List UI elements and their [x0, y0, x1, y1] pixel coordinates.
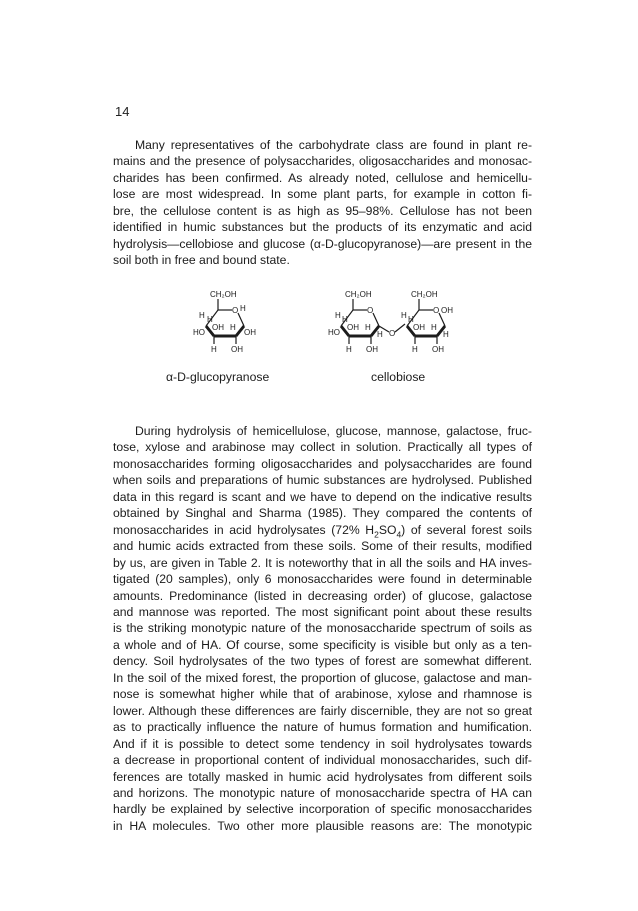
ring-oxygen-label: O [433, 306, 440, 315]
oh-label: OH [231, 345, 243, 354]
text-line: identified in humic substances but the products of its enzymatic and acid [113, 220, 532, 235]
text-line: charides has been confirmed. As already noted, cellulose and hemicellu- [113, 170, 532, 185]
text-line: by us, are given in Table 2. It is noteworthy that in all the soils and HA inves- [113, 555, 532, 570]
text-line [113, 522, 532, 538]
h-label: H [365, 323, 371, 332]
h-label: H [207, 315, 213, 324]
h-label: H [401, 311, 407, 320]
text-line: a decrease in proportional content of individual monosaccharides, such dif- [113, 753, 532, 768]
text-run: SO [378, 522, 397, 537]
ch2oh-label: CH₂OH [411, 290, 438, 299]
page-number: 14 [115, 104, 130, 119]
oh-label: OH [244, 328, 256, 337]
ch2oh-label: CH₂OH [345, 290, 372, 299]
text-line: mains and the presence of polysaccharides, oligosaccharides and monosac- [113, 154, 532, 169]
text-line: tose, xylose and arabinose may collect in solution. Practically all types of [113, 440, 532, 455]
text-line: and horizons. The monotypic nature of monosaccharide spectra of HA can [113, 785, 532, 800]
text-line: is the striking monotypic nature of the monosaccharide spectrum of soils as [113, 621, 532, 636]
text-line: nose is somewhat higher while that of arabinose, xylose and rhamnose is [113, 687, 532, 702]
h-label: H [412, 345, 418, 354]
text-line: and mannose was reported. The most significant point about these results [113, 604, 532, 619]
text-line: obtained by Singhal and Sharma (1985). They compared the contents of [113, 506, 532, 521]
text-line: During hydrolysis of hemicellulose, glucose, mannose, galactose, fruc- [135, 424, 532, 438]
subscript: 4 [396, 529, 402, 540]
text-line: hardly be explained by selective incorporation of specific monosaccharides [113, 802, 532, 817]
h-label: H [230, 323, 236, 332]
text-line: In the soil of the mixed forest, the proportion of glucose, galactose and man- [113, 670, 532, 685]
text-line: and humic acids extracted from these soils. Some of their results, modified [113, 539, 532, 554]
h-label: H [199, 311, 205, 320]
cellobiose-structure [325, 288, 475, 360]
oh-label: OH [432, 345, 444, 354]
text-line: a whole and of HA. Of course, some specificity is visible but only as a ten- [113, 637, 532, 652]
text-line: as to practically influence the nature of humus formation and humification. [113, 720, 532, 735]
h-label: H [431, 323, 437, 332]
text-line: when soils and preparations of humic substances are hydrolysed. Published [113, 473, 532, 488]
h-label: H [240, 304, 246, 313]
text-line: bre, the cellulose content is as high as 95–98%. Cellulose has not been [113, 203, 532, 218]
oh-label: OH [366, 345, 378, 354]
text-line: in HA molecules. Two other more plausible reasons are: The monotypic [113, 818, 532, 833]
h-label: H [346, 345, 352, 354]
h-label: H [342, 315, 348, 324]
ho-label: HO [193, 328, 205, 337]
h-label: H [443, 330, 449, 339]
glucopyranose-structure [190, 288, 270, 360]
oh-label: OH [212, 323, 224, 332]
oh-label: OH [441, 306, 453, 315]
text-line: And if it is possible to detect some tendency in soil hydrolysates towards [113, 736, 532, 751]
text-line: tigated (20 samples), only 6 monosaccharides were found in determinable [113, 572, 532, 587]
oh-label: OH [347, 323, 359, 332]
glucopyranose-caption: α-D-glucopyranose [166, 370, 270, 384]
text-run: monosaccharides in acid hydrolysates (72% H [113, 522, 375, 537]
paragraph-hydrolysis [113, 423, 532, 834]
ring-oxygen-label: O [232, 306, 239, 315]
subscript: 2 [374, 529, 379, 540]
text-line: amounts. Predominance (listed in decreasing order) of glucose, galactose [113, 588, 532, 603]
cellobiose-caption: cellobiose [371, 370, 426, 384]
h-label: H [335, 311, 341, 320]
ring-oxygen-label: O [367, 306, 374, 315]
text-line: soil both in free and bound state. [113, 253, 290, 268]
text-line: Many representatives of the carbohydrate class are found in plant re- [135, 138, 532, 152]
ch2oh-label: CH₂OH [210, 290, 237, 299]
paragraph-carbohydrates [113, 137, 532, 269]
glycosidic-oxygen-label: O [389, 329, 396, 338]
h-label: H [408, 315, 414, 324]
text-line: data in this regard is scant and we have to depend on the indicative results [113, 489, 532, 504]
text-line: dency. Soil hydrolysates of the two types of forest are somewhat different. [113, 654, 532, 669]
text-line: lose are most widespread. In some plant parts, for example in cotton fi- [113, 187, 532, 202]
oh-label: OH [413, 323, 425, 332]
ho-label: HO [328, 328, 340, 337]
text-line: hydrolysis—cellobiose and glucose (α-D-glucopyranose)—are present in the [113, 236, 532, 251]
h-label: H [377, 330, 383, 339]
text-line: ferences are totally masked in humic acid hydrolysates from different soils [113, 769, 532, 784]
h-label: H [211, 345, 217, 354]
text-run: ) of several forest soils [401, 522, 532, 537]
text-line: lower. Although these differences are fairly discernible, they are not so great [113, 703, 532, 718]
text-line: monosaccharides forming oligosaccharides and polysaccharides are found [113, 456, 532, 471]
